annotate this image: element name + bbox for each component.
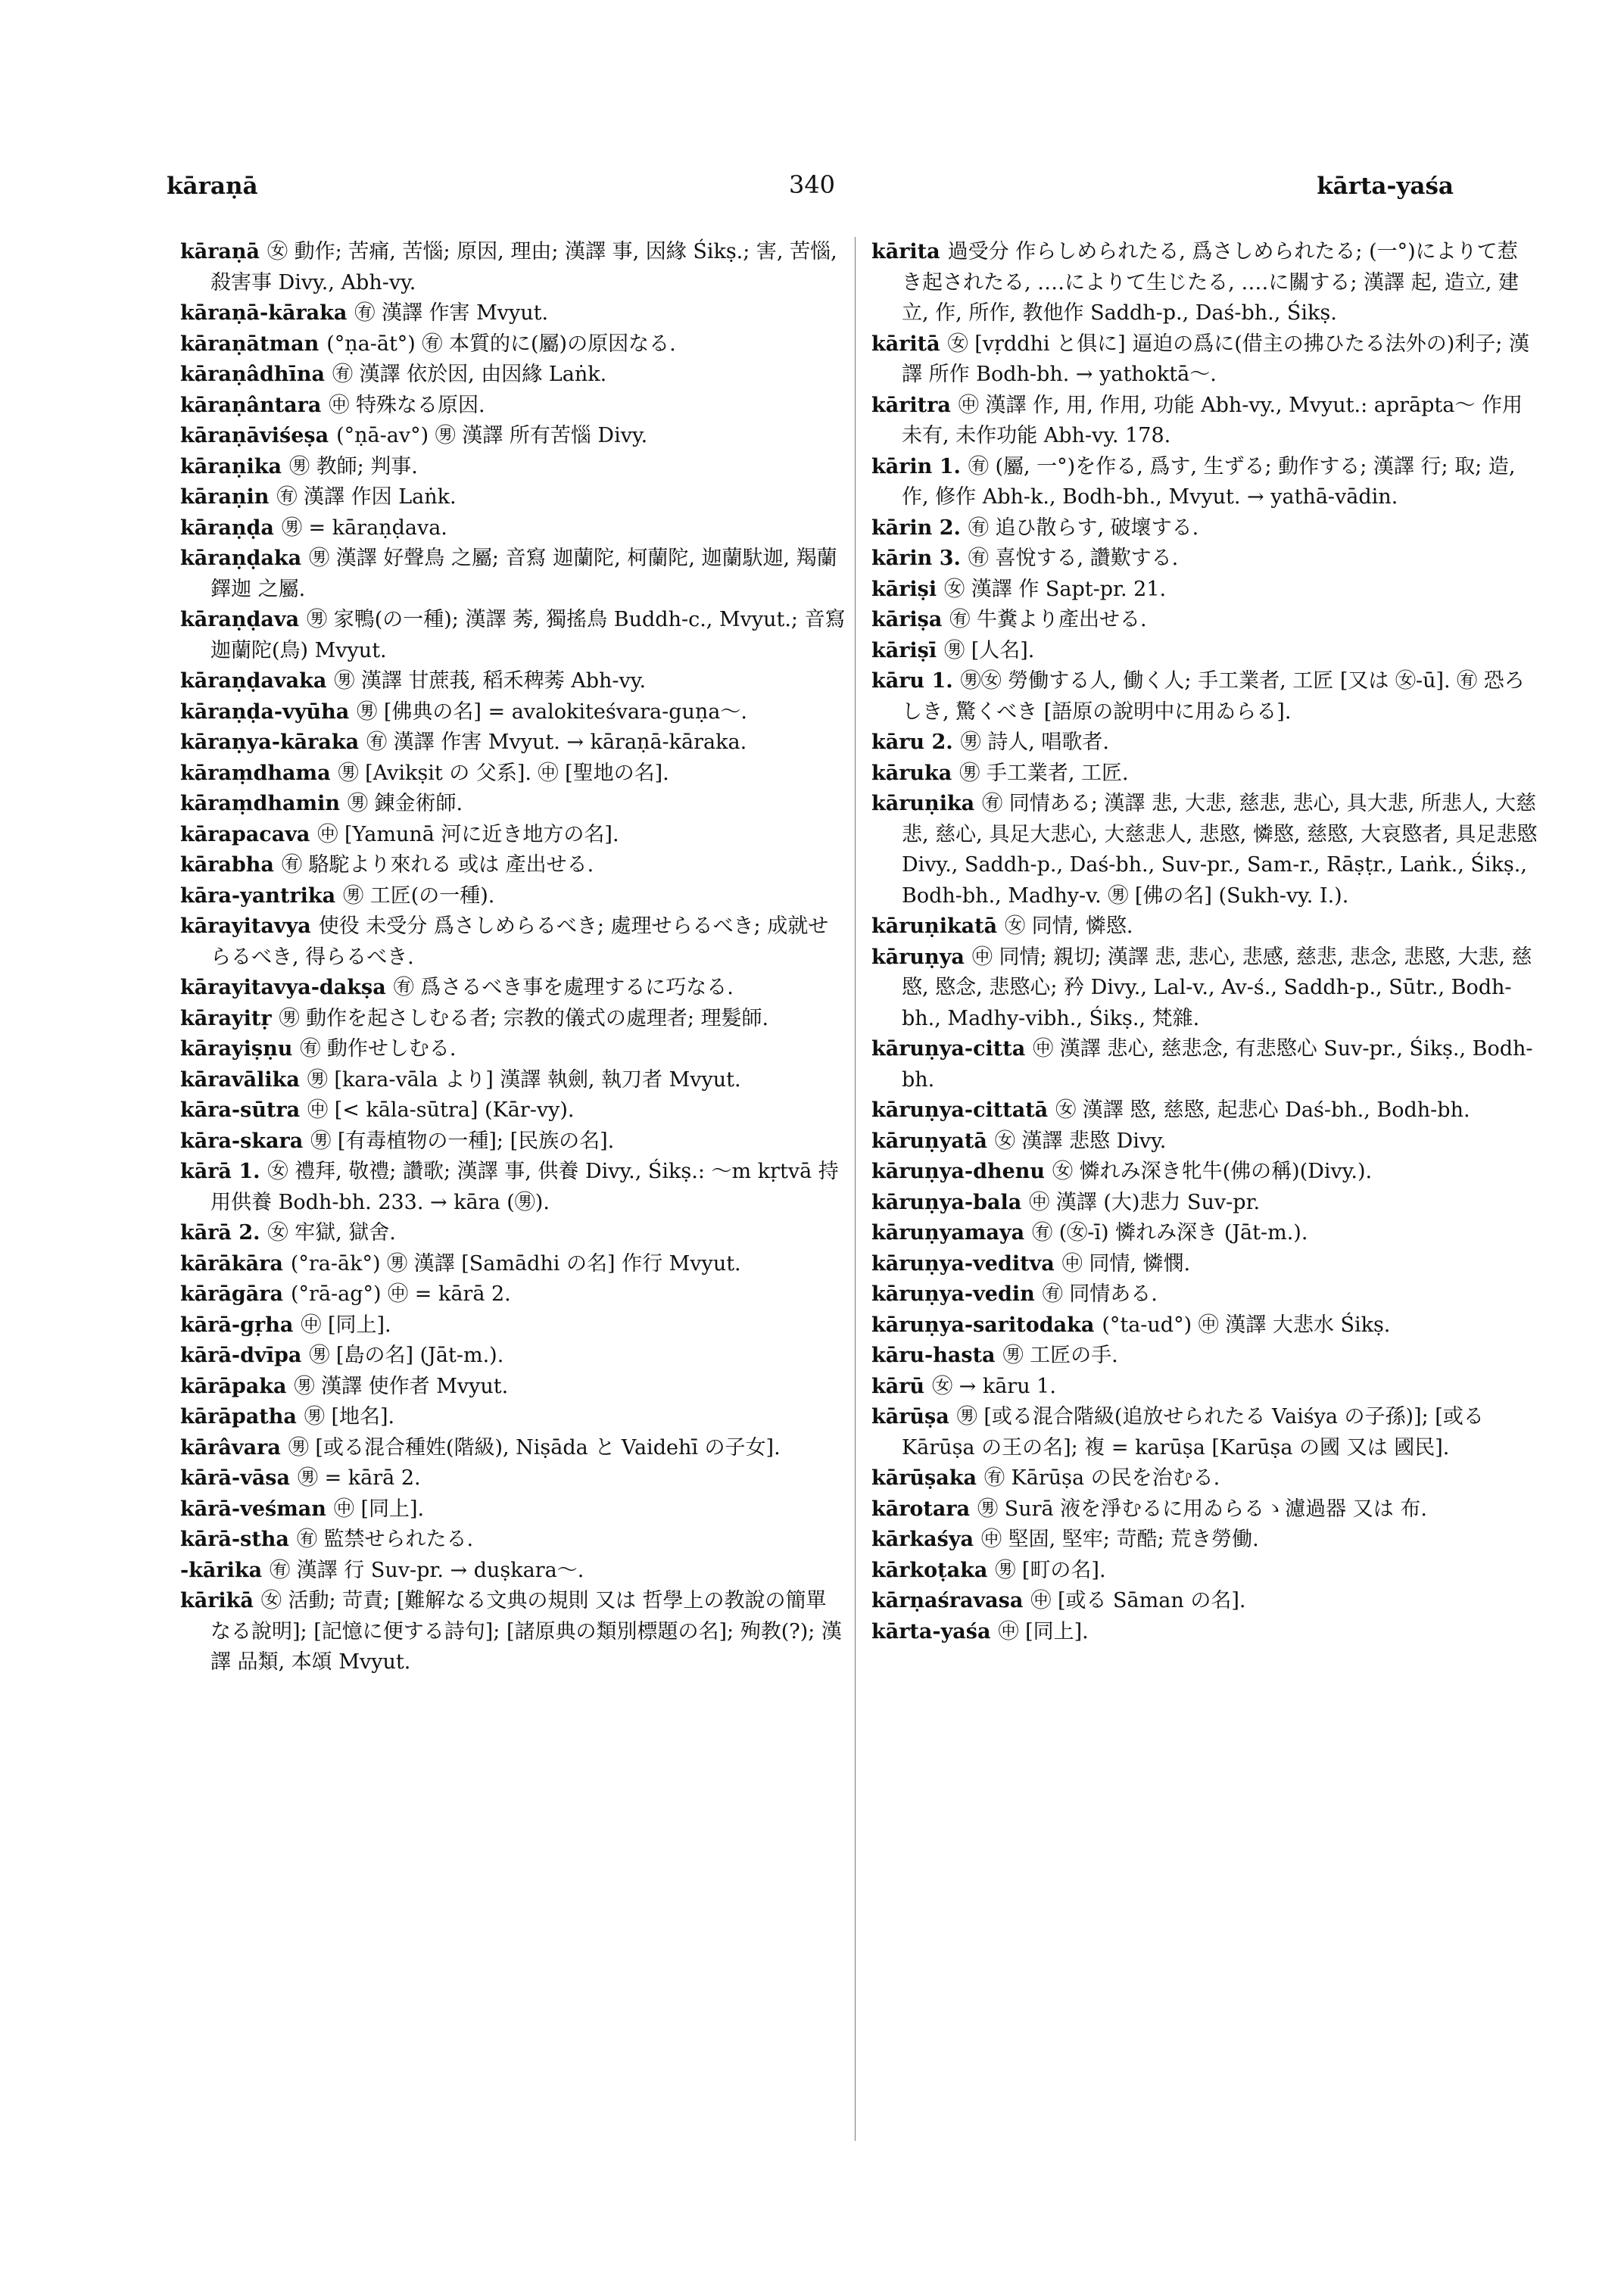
headword: kārū bbox=[871, 1374, 925, 1398]
headword: kārūṣa bbox=[871, 1405, 949, 1428]
headword: kārta-yaśa bbox=[871, 1619, 991, 1643]
definition: ㊚ [Avikṣit の 父系]. ㊥ [聖地の名]. bbox=[338, 761, 669, 785]
dictionary-entry bbox=[180, 1279, 846, 1310]
headword: kārā-veśman bbox=[180, 1497, 326, 1521]
headword: kāruṇikatā bbox=[871, 914, 998, 938]
headword: kāruṇyatā bbox=[871, 1129, 987, 1153]
headword: kāru 1. bbox=[871, 669, 953, 693]
headword: kārotara bbox=[871, 1497, 971, 1521]
definition: ㊛ 漢譯 悲愍 Divy. bbox=[994, 1129, 1167, 1153]
definition: ㊛ 同情, 憐愍. bbox=[1005, 914, 1133, 938]
definition: ㊛ 漢譯 愍, 慈愍, 起悲心 Daś-bh., Bodh-bh. bbox=[1055, 1098, 1470, 1122]
dictionary-entry bbox=[871, 942, 1538, 1035]
headword: kārin 1. bbox=[871, 454, 961, 478]
headword: kārin 3. bbox=[871, 547, 961, 570]
headword: kāruṇya-cittatā bbox=[871, 1098, 1049, 1122]
definition: ㊒ 追ひ散らす, 破壞する. bbox=[968, 516, 1199, 540]
headword: kāraṇḍa bbox=[180, 516, 274, 540]
dictionary-entry bbox=[871, 544, 1538, 575]
definition: ㊛ 憐れみ深き牝牛(佛の稱)(Divy.). bbox=[1052, 1160, 1373, 1183]
definition: ㊥ [Yamunā 河に近き地方の名]. bbox=[317, 822, 619, 846]
headword: kāraṃdhamin bbox=[180, 792, 340, 815]
headword: kāraṃdhama bbox=[180, 761, 331, 785]
headword: kārkaśya bbox=[871, 1528, 974, 1551]
headword: kārā-stha bbox=[180, 1528, 289, 1551]
definition: ㊥ 漢譯 悲心, 慈悲念, 有悲愍心 Suv-pr., Śikṣ., Bodh-bh. bbox=[902, 1037, 1533, 1092]
dictionary-entry bbox=[871, 1402, 1538, 1463]
headword: kāra-skara bbox=[180, 1129, 304, 1153]
dictionary-entry bbox=[180, 1433, 846, 1464]
headword: kāraṇḍaka bbox=[180, 547, 302, 570]
definition: ㊥ 漢譯 (大)悲力 Suv-pr. bbox=[1029, 1190, 1261, 1214]
definition: ㊚㊛ 勞働する人, 働く人; 手工業者, 工匠 [又は ㊛-ū]. ㊒ 恐ろしき, 驚くべき [語原の說明中に用ゐらる]. bbox=[902, 669, 1525, 724]
headword: kāraṇika bbox=[180, 454, 282, 478]
left-column bbox=[180, 237, 846, 1678]
definition: ㊚ [地名]. bbox=[304, 1405, 395, 1428]
column-divider bbox=[855, 237, 856, 2141]
definition: ㊥ 漢譯 作, 用, 作用, 功能 Abh-vy., Mvyut.: aprāpta〜 作用未有, 未作功能 Abh-vy. 178. bbox=[902, 393, 1523, 447]
headword: kāruṇya bbox=[871, 945, 965, 969]
headword: kāraṇḍa-vyūha bbox=[180, 699, 350, 724]
definition: ㊚ 漢譯 好聲鳥 之屬; 音寫 迦蘭陀, 柯蘭陀, 迦蘭馱迦, 羯蘭鐸迦 之屬. bbox=[210, 547, 837, 601]
definition: ㊥ 堅固, 堅牢; 苛酷; 荒き勞働. bbox=[981, 1528, 1259, 1551]
definition: ㊥ [同上]. bbox=[333, 1497, 425, 1521]
headword: kāruṇya-veditva bbox=[871, 1251, 1055, 1276]
dictionary-entry bbox=[180, 727, 846, 759]
definition: ㊒ 監禁せられたる. bbox=[296, 1528, 474, 1551]
definition: ㊚ 教師; 判事. bbox=[289, 454, 418, 478]
dictionary-entry bbox=[180, 850, 846, 881]
dictionary-entry bbox=[180, 421, 846, 452]
headword: kāru 2. bbox=[871, 731, 953, 754]
definition: ㊚ [人名]. bbox=[944, 638, 1035, 662]
dictionary-entry bbox=[871, 1126, 1538, 1157]
headword: kāriṣi bbox=[871, 577, 937, 601]
dictionary-entry bbox=[180, 820, 846, 851]
dictionary-entry bbox=[180, 1034, 846, 1065]
dictionary-entry bbox=[180, 1402, 846, 1433]
dictionary-entry bbox=[180, 1586, 846, 1678]
definition: ㊥ [或る Sāman の名]. bbox=[1030, 1589, 1246, 1612]
dictionary-entry bbox=[180, 1556, 846, 1587]
headword: kāruṇya-citta bbox=[871, 1037, 1026, 1061]
definition: ㊥ 同情; 親切; 漢譯 悲, 悲心, 悲感, 慈悲, 悲念, 悲愍, 大悲, 慈愍, 愍念, 悲愍心; 矜 Divy., Lal-v., Av-ś., Saddh-p., Sūtr., Bodh-bh., Madhy-vibh., Śikṣ., 梵雜. bbox=[902, 945, 1532, 1030]
dictionary-entry bbox=[180, 1065, 846, 1096]
definition: ㊥ 同情, 憐憫. bbox=[1061, 1251, 1191, 1276]
dictionary-entry bbox=[871, 1279, 1538, 1310]
dictionary-entry bbox=[871, 666, 1538, 727]
headword: kāravālika bbox=[180, 1067, 300, 1092]
headword: kārin 2. bbox=[871, 516, 961, 540]
dictionary-entry bbox=[180, 329, 846, 360]
headword: kāruṇya-bala bbox=[871, 1190, 1022, 1214]
definition: ㊚ 工匠(の一種). bbox=[343, 883, 495, 908]
dictionary-entry bbox=[180, 1494, 846, 1525]
definition: ㊒ 動作せしむる. bbox=[300, 1037, 457, 1061]
page-number: 340 bbox=[788, 170, 836, 199]
headword: kāraṇātman bbox=[180, 332, 320, 356]
headword: kāruṇyamaya bbox=[871, 1221, 1025, 1245]
definition: ㊛ 活動; 苛責; [難解なる文典の規則 又は 哲學上の教說の簡單なる說明]; [記憶に便する詩句]; [諸原典の類別標題の名]; 殉教(?); 漢譯 品類, 本頌 Mvyut. bbox=[210, 1589, 842, 1674]
dictionary-entry bbox=[871, 759, 1538, 790]
definition: 過受分 作らしめられたる, 爲さしめられたる; (一°)によりて惹き起されたる, ‥‥によりて生じたる, ‥‥に關する; 漢譯 起, 造立, 建立, 作, 所作, 教他作 Saddh-p., Daś-bh., Śikṣ. bbox=[902, 240, 1519, 325]
definition: ㊚ 動作を起さしむる者; 宗教的儀式の處理者; 理髮師. bbox=[279, 1006, 769, 1030]
headword: kārāpatha bbox=[180, 1405, 297, 1428]
definition: ㊒ 爲さるべき事を處理するに巧なる. bbox=[393, 976, 734, 999]
definition: ㊚ 漢譯 甘蔗莪, 稻禾稗莠 Abh-vy. bbox=[334, 669, 647, 693]
dictionary-entry bbox=[871, 636, 1538, 667]
headword: kārā 2. bbox=[180, 1221, 260, 1245]
definition: ㊒ Kārūṣa の民を治むる. bbox=[983, 1466, 1220, 1490]
headword: kārikā bbox=[180, 1589, 254, 1612]
dictionary-entry bbox=[180, 697, 846, 728]
definition: ㊚ = kāraṇḍava. bbox=[281, 516, 447, 540]
definition: ㊒ 漢譯 依於因, 由因緣 Laṅk. bbox=[332, 363, 607, 386]
headword: kāraṇāviśeṣa bbox=[180, 424, 329, 447]
headword: kāraṇya-kāraka bbox=[180, 731, 360, 754]
dictionary-entry bbox=[871, 1617, 1538, 1648]
definition: ㊒ 漢譯 行 Suv-pr. → duṣkara〜. bbox=[270, 1558, 584, 1582]
definition: ㊛ → kāru 1. bbox=[932, 1374, 1056, 1398]
dictionary-entry bbox=[180, 666, 846, 697]
dictionary-entry bbox=[180, 391, 846, 422]
dictionary-entry bbox=[871, 1372, 1538, 1403]
right-column bbox=[871, 237, 1538, 1647]
definition: ㊚ [或る混合階級(追放せられたる Vaiśya の子孫)]; [或る Kārūṣa の王の名]; 複 = karūṣa [Karūṣa の國 又は 國民]. bbox=[902, 1405, 1484, 1460]
headword: kāru-hasta bbox=[871, 1344, 996, 1367]
headword: kāraṇântara bbox=[180, 393, 322, 417]
definition: ㊒ 喜悅する, 讚歎する. bbox=[968, 547, 1179, 570]
definition: (°rā-ag°) ㊥ = kārā 2. bbox=[291, 1282, 511, 1306]
dictionary-entry bbox=[180, 911, 846, 973]
dictionary-entry bbox=[180, 1157, 846, 1218]
dictionary-entry bbox=[180, 482, 846, 513]
dictionary-entry bbox=[871, 605, 1538, 636]
headword: kārā-vāsa bbox=[180, 1466, 291, 1490]
definition: ㊛ [vṛddhi と俱に] 逼迫の爲に(借主の拂ひたる法外の)利子; 漢譯 所作 Bodh-bh. → yathoktā〜. bbox=[902, 332, 1529, 386]
headword: kārayitavya bbox=[180, 914, 311, 938]
definition: ㊚ 漢譯 使作者 Mvyut. bbox=[294, 1374, 509, 1398]
definition: ㊒ (㊛-ī) 憐れみ深き (Jāt-m.). bbox=[1032, 1221, 1308, 1245]
dictionary-entry bbox=[871, 575, 1538, 606]
definition: (°ta-ud°) ㊥ 漢譯 大悲水 Śikṣ. bbox=[1102, 1313, 1391, 1337]
dictionary-entry bbox=[871, 1463, 1538, 1494]
headword: kārayiṣṇu bbox=[180, 1037, 293, 1061]
dictionary-entry bbox=[180, 881, 846, 912]
headword: kāra-sūtra bbox=[180, 1098, 301, 1122]
dictionary-entry bbox=[871, 1249, 1538, 1280]
definition: ㊛ 漢譯 作 Sapt-pr. 21. bbox=[944, 577, 1167, 601]
dictionary-entry bbox=[180, 1126, 846, 1157]
headword: kārūṣaka bbox=[871, 1466, 977, 1490]
dictionary-entry bbox=[871, 1556, 1538, 1587]
dictionary-entry bbox=[180, 1004, 846, 1035]
dictionary-entry bbox=[871, 1341, 1538, 1372]
headword: -kārika bbox=[180, 1558, 263, 1582]
definition: (°ṇā-av°) ㊚ 漢譯 所有苦惱 Divy. bbox=[336, 424, 648, 447]
dictionary-entry bbox=[180, 298, 846, 329]
dictionary-entry bbox=[180, 513, 846, 544]
dictionary-entry bbox=[180, 1249, 846, 1280]
headword: kārā-gṛha bbox=[180, 1313, 294, 1337]
dictionary-entry bbox=[871, 1525, 1538, 1556]
dictionary-entry bbox=[180, 973, 846, 1004]
dictionary-entry bbox=[871, 237, 1538, 329]
headword: kārāgāra bbox=[180, 1282, 284, 1306]
dictionary-entry bbox=[180, 1218, 846, 1249]
dictionary-entry bbox=[871, 1218, 1538, 1249]
definition: ㊒ 同情ある; 漢譯 悲, 大悲, 慈悲, 悲心, 具大悲, 所悲人, 大慈悲, 慈心, 具足大悲心, 大慈悲人, 悲愍, 憐愍, 慈愍, 大哀愍者, 具足悲愍 Divy., Saddh-p., Daś-bh., Suv-pr., Sam-r., Rāṣṭr., Laṅk., Śikṣ., Bodh-bh., Madhy-v. ㊚ [佛の名] (Sukh-vy. I.). bbox=[902, 792, 1538, 908]
definition: ㊛ 動作; 苦痛, 苦惱; 原因, 理由; 漢譯 事, 因緣 Śikṣ.; 害, 苦惱, 殺害事 Divy., Abh-vy. bbox=[210, 240, 837, 294]
dictionary-entry bbox=[871, 452, 1538, 513]
headword: kāritā bbox=[871, 332, 940, 356]
headword: kārā 1. bbox=[180, 1160, 260, 1183]
dictionary-entry bbox=[871, 1188, 1538, 1219]
headword: kārita bbox=[871, 240, 940, 263]
headword: kāra-yantrika bbox=[180, 883, 336, 908]
dictionary-entry bbox=[180, 1341, 846, 1372]
dictionary-entry bbox=[871, 1310, 1538, 1341]
headword: kāruṇika bbox=[871, 792, 975, 815]
definition: ㊚ [或る混合種姓(階級), Niṣāda と Vaidehī の子女]. bbox=[288, 1435, 781, 1460]
dictionary-entry bbox=[180, 1463, 846, 1494]
dictionary-entry bbox=[871, 391, 1538, 452]
definition: ㊚ 家鴨(の一種); 漢譯 莠, 獨搖鳥 Buddh-c., Mvyut.; 音寫 迦蘭陀(鳥) Mvyut. bbox=[210, 608, 846, 662]
definition: ㊒ (屬, 一°)を作る, 爲す, 生ずる; 動作する; 漢譯 行; 取; 造, 作, 修作 Abh-k., Bodh-bh., Mvyut. → yathā-vādin. bbox=[902, 454, 1516, 509]
dictionary-entry bbox=[871, 1494, 1538, 1525]
headword: kāraṇḍava bbox=[180, 608, 300, 631]
headword: kāriṣa bbox=[871, 608, 943, 631]
definition: (°ṇa-āt°) ㊒ 本質的に(屬)の原因なる. bbox=[326, 332, 676, 356]
headword: kāraṇḍavaka bbox=[180, 669, 327, 693]
headword: kāraṇin bbox=[180, 485, 270, 509]
dictionary-entry bbox=[180, 360, 846, 391]
definition: ㊛ 禮拜, 敬禮; 讚歌; 漢譯 事, 供養 Divy., Śikṣ.: 〜m kṛtvā 持用供養 Bodh-bh. 233. → kāra (㊚). bbox=[210, 1160, 839, 1214]
definition: ㊚ 工匠の手. bbox=[1002, 1344, 1118, 1367]
definition: ㊒ 駱駝より來れる 或は 產出せる. bbox=[281, 853, 594, 877]
headword: kāritra bbox=[871, 393, 951, 417]
dictionary-entry bbox=[180, 1310, 846, 1341]
headword: kārā-dvīpa bbox=[180, 1344, 302, 1367]
definition: ㊛ 牢獄, 獄舍. bbox=[267, 1221, 396, 1245]
dictionary-entry bbox=[180, 605, 846, 666]
headword: kārāpaka bbox=[180, 1374, 287, 1398]
definition: (°ra-āk°) ㊚ 漢譯 [Samādhi の名] 作行 Mvyut. bbox=[290, 1251, 741, 1276]
dictionary-entry bbox=[871, 789, 1538, 911]
definition: ㊚ 錬金術師. bbox=[347, 792, 463, 815]
dictionary-entry bbox=[180, 452, 846, 483]
dictionary-entry bbox=[180, 544, 846, 605]
headword: kārkoṭaka bbox=[871, 1558, 988, 1582]
dictionary-entry bbox=[871, 1586, 1538, 1617]
definition: ㊥ 特殊なる原因. bbox=[329, 393, 485, 417]
definition: ㊚ [kara-vāla より] 漢譯 執劍, 執刀者 Mvyut. bbox=[307, 1067, 741, 1092]
headword: kāraṇā-kāraka bbox=[180, 301, 348, 325]
definition: ㊥ [< kāla-sūtra] (Kār-vy). bbox=[307, 1098, 575, 1122]
dictionary-entry bbox=[871, 911, 1538, 942]
dictionary-entry bbox=[871, 1157, 1538, 1188]
headword: kārākāra bbox=[180, 1251, 283, 1276]
dictionary-entry bbox=[871, 1095, 1538, 1126]
definition: ㊚ [佛典の名] = avalokiteśvara-guṇa〜. bbox=[357, 699, 747, 724]
headword: kārabha bbox=[180, 853, 274, 877]
definition: ㊚ Surā 液を淨むるに用ゐらるゝ濾過器 又は 布. bbox=[977, 1497, 1427, 1521]
headword: kāruṇya-vedin bbox=[871, 1282, 1035, 1306]
headword: kārapacava bbox=[180, 822, 310, 846]
definition: ㊥ [同上]. bbox=[301, 1313, 391, 1337]
running-head-right: kārta-yaśa bbox=[1317, 173, 1454, 200]
running-head-left: kāraṇā bbox=[167, 173, 258, 200]
definition: ㊚ 手工業者, 工匠. bbox=[959, 761, 1129, 785]
definition: ㊚ 詩人, 唱歌者. bbox=[960, 731, 1109, 754]
headword: kāraṇâdhīna bbox=[180, 363, 325, 386]
dictionary-entry bbox=[871, 727, 1538, 759]
definition: ㊚ = kārā 2. bbox=[298, 1466, 421, 1490]
dictionary-entry bbox=[180, 789, 846, 820]
dictionary-entry bbox=[180, 759, 846, 790]
definition: ㊒ 漢譯 作因 Laṅk. bbox=[276, 485, 457, 509]
dictionary-entry bbox=[871, 513, 1538, 544]
definition: 使役 未受分 爲さしめらるべき; 處理せらるべき; 成就せらるべき, 得らるべき. bbox=[210, 914, 829, 969]
definition: ㊒ 同情ある. bbox=[1042, 1282, 1158, 1306]
definition: ㊒ 牛糞より產出せる. bbox=[949, 608, 1147, 631]
headword: kārṇaśravasa bbox=[871, 1589, 1024, 1612]
definition: ㊥ [同上]. bbox=[998, 1619, 1089, 1643]
definition: ㊒ 漢譯 作害 Mvyut. bbox=[354, 301, 549, 325]
definition: ㊚ [島の名] (Jāt-m.). bbox=[309, 1344, 504, 1367]
headword: kāriṣī bbox=[871, 638, 937, 662]
definition: ㊒ 漢譯 作害 Mvyut. → kāraṇā-kāraka. bbox=[366, 731, 747, 754]
dictionary-entry bbox=[180, 1095, 846, 1126]
definition: ㊚ [有毒植物の一種]; [民族の名]. bbox=[310, 1129, 615, 1153]
headword: kāraṇā bbox=[180, 240, 260, 263]
headword: kārayitavya-dakṣa bbox=[180, 976, 386, 999]
definition: ㊚ [町の名]. bbox=[995, 1558, 1106, 1582]
headword: kāruṇya-saritodaka bbox=[871, 1313, 1095, 1337]
headword: kāruṇya-dhenu bbox=[871, 1160, 1046, 1183]
headword: kārayitṛ bbox=[180, 1006, 272, 1030]
dictionary-entry bbox=[180, 237, 846, 298]
dictionary-entry bbox=[180, 1525, 846, 1556]
headword: kāruka bbox=[871, 761, 952, 785]
headword: kārâvara bbox=[180, 1435, 281, 1460]
dictionary-entry bbox=[871, 1034, 1538, 1095]
dictionary-entry bbox=[871, 329, 1538, 391]
dictionary-entry bbox=[180, 1372, 846, 1403]
